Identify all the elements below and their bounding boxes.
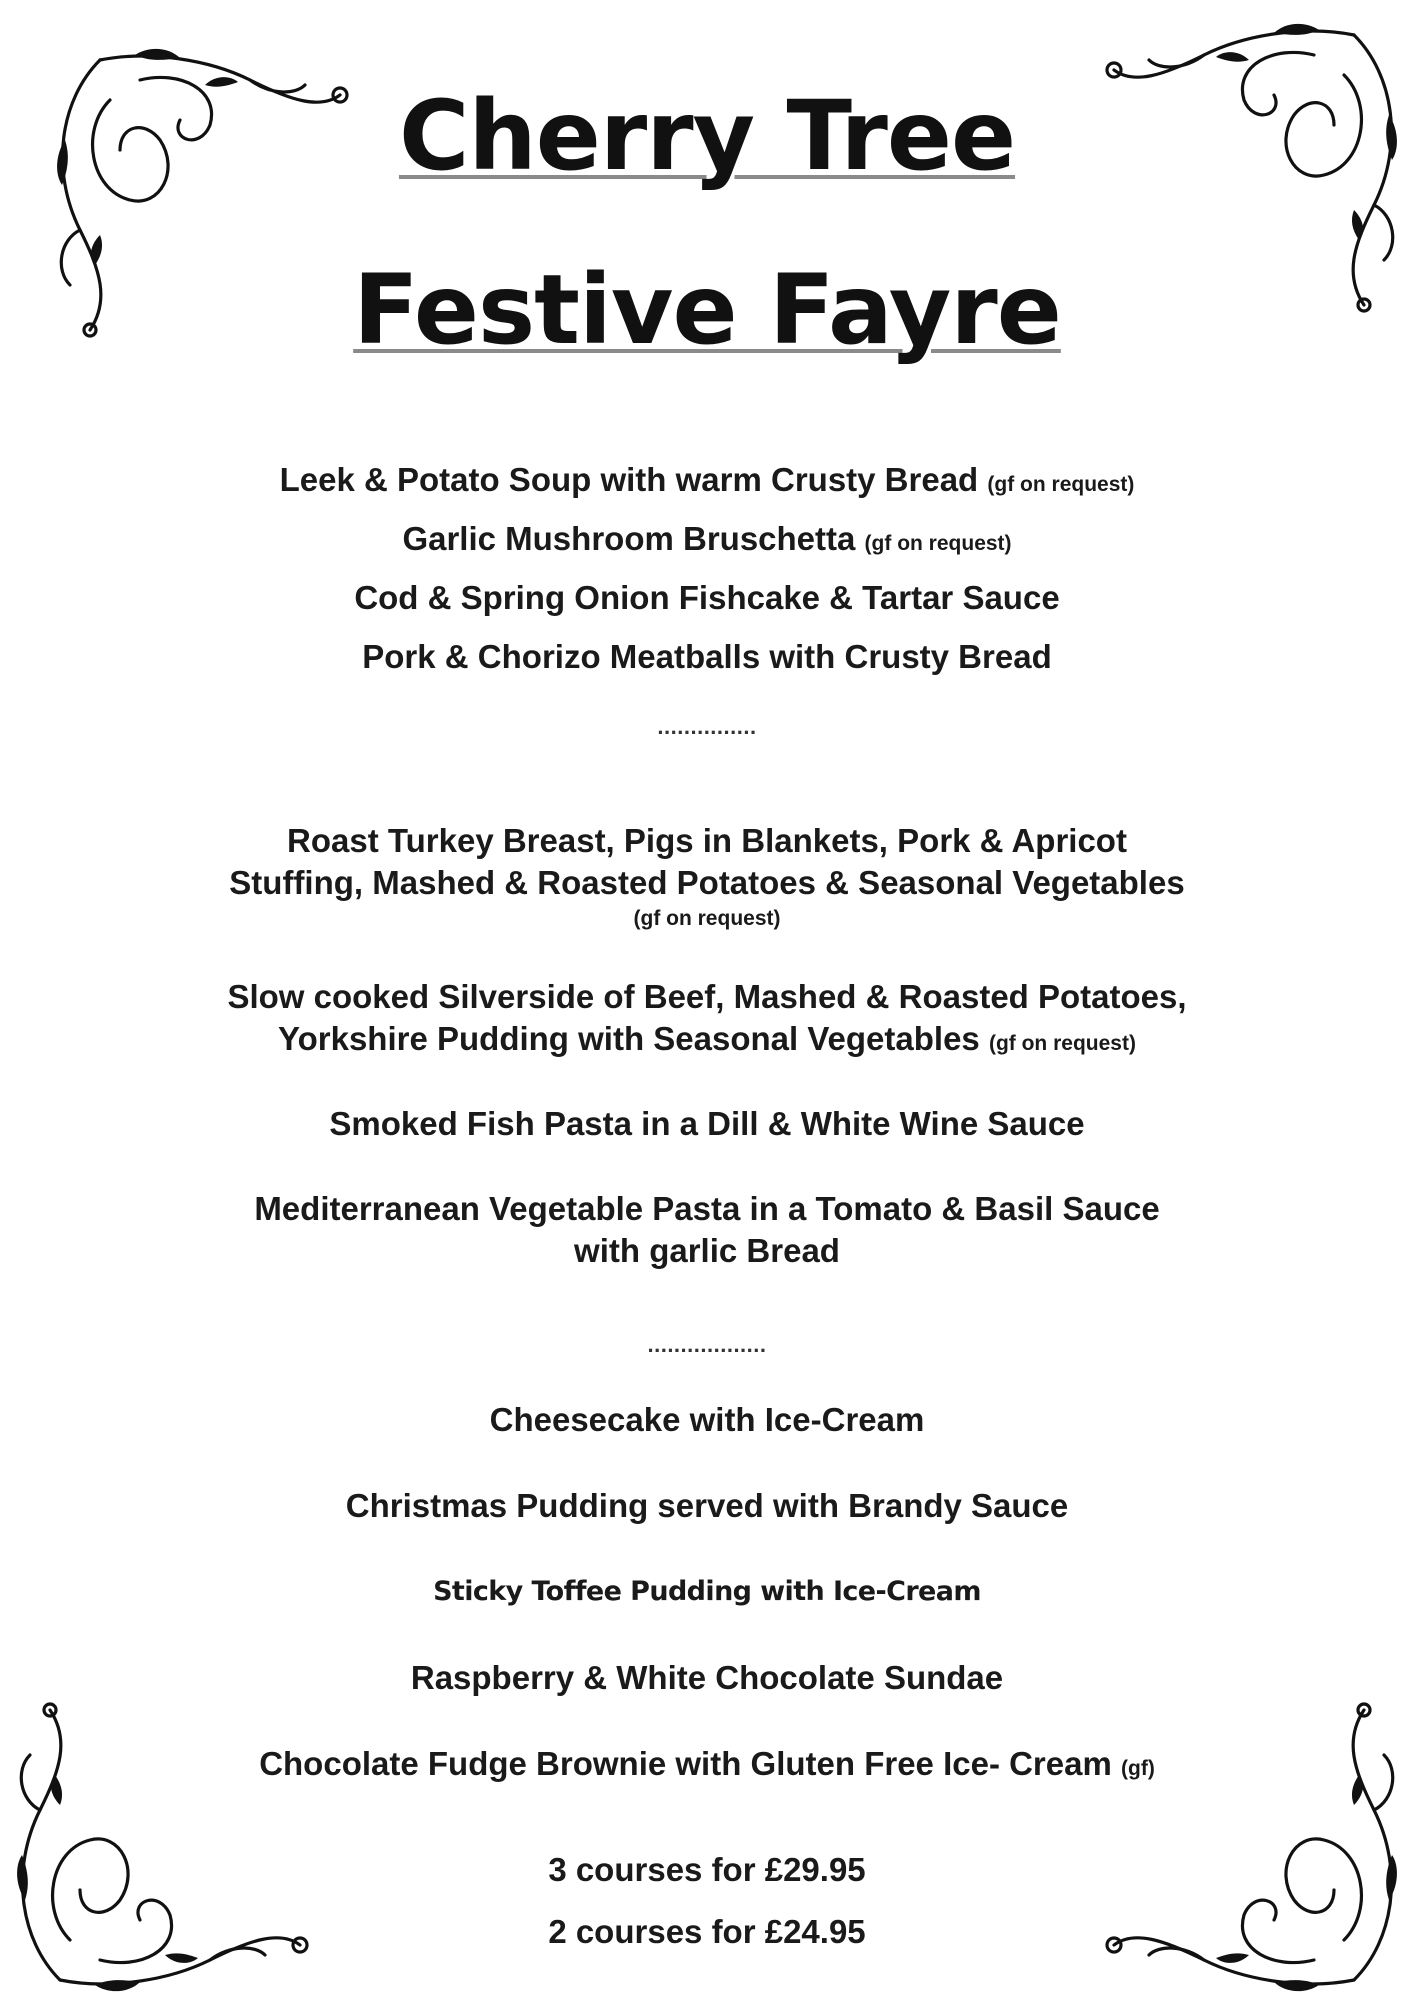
dessert-name: Chocolate Fudge Brownie with Gluten Free Ice- Cream <box>259 1745 1112 1782</box>
starter-item <box>0 577 1414 619</box>
dietary-note: (gf on request) <box>633 907 781 930</box>
starter-item <box>0 518 1414 565</box>
starter-item <box>0 636 1414 678</box>
menu-title-festive-text: Festive Fayre <box>353 254 1061 366</box>
dessert-item: Sticky Toffee Pudding with Ice-Cream <box>433 1576 981 1607</box>
starter-name: Pork & Chorizo Meatballs with Crusty Bread <box>362 638 1052 675</box>
main-item <box>0 1018 1414 1065</box>
main-item-line: Mediterranean Vegetable Pasta in a Tomato & Basil Sauce <box>254 1190 1160 1227</box>
main-item-line: Slow cooked Silverside of Beef, Mashed & Roasted Potatoes, <box>227 978 1187 1015</box>
course-separator: ............... <box>657 714 757 739</box>
starter-name: Garlic Mushroom Bruschetta <box>402 520 856 557</box>
menu-title-restaurant <box>0 80 1414 192</box>
menu-title-restaurant-text: Cherry Tree <box>398 80 1016 192</box>
course-separator: .................. <box>647 1332 767 1357</box>
dietary-note: (gf on request) <box>864 532 1012 555</box>
dietary-note: (gf on request) <box>988 1032 1136 1055</box>
dessert-item: Cheesecake with Ice-Cream <box>489 1401 925 1438</box>
menu-title-festive <box>0 254 1414 366</box>
dessert-item: Raspberry & White Chocolate Sundae <box>410 1659 1004 1696</box>
main-item-line: Roast Turkey Breast, Pigs in Blankets, Pork & Apricot <box>287 822 1127 859</box>
dessert-item: Christmas Pudding served with Brandy Sauce <box>345 1487 1069 1524</box>
price-three-courses: 3 courses for £29.95 <box>548 1851 866 1888</box>
dessert-item <box>0 1743 1414 1790</box>
starter-name: Leek & Potato Soup with warm Crusty Bread <box>279 461 979 498</box>
dietary-note: (gf) <box>1121 1757 1155 1780</box>
main-item-line: Stuffing, Mashed & Roasted Potatoes & Seasonal Vegetables <box>229 864 1185 901</box>
starter-item <box>0 459 1414 506</box>
dietary-note: (gf on request) <box>987 473 1135 496</box>
starter-name: Cod & Spring Onion Fishcake & Tartar Sauce <box>354 579 1060 616</box>
main-item-line: Yorkshire Pudding with Seasonal Vegetables <box>278 1020 980 1057</box>
main-item-line: Smoked Fish Pasta in a Dill & White Wine Sauce <box>329 1105 1085 1142</box>
price-two-courses: 2 courses for £24.95 <box>548 1913 866 1950</box>
main-item-line: with garlic Bread <box>574 1232 840 1269</box>
